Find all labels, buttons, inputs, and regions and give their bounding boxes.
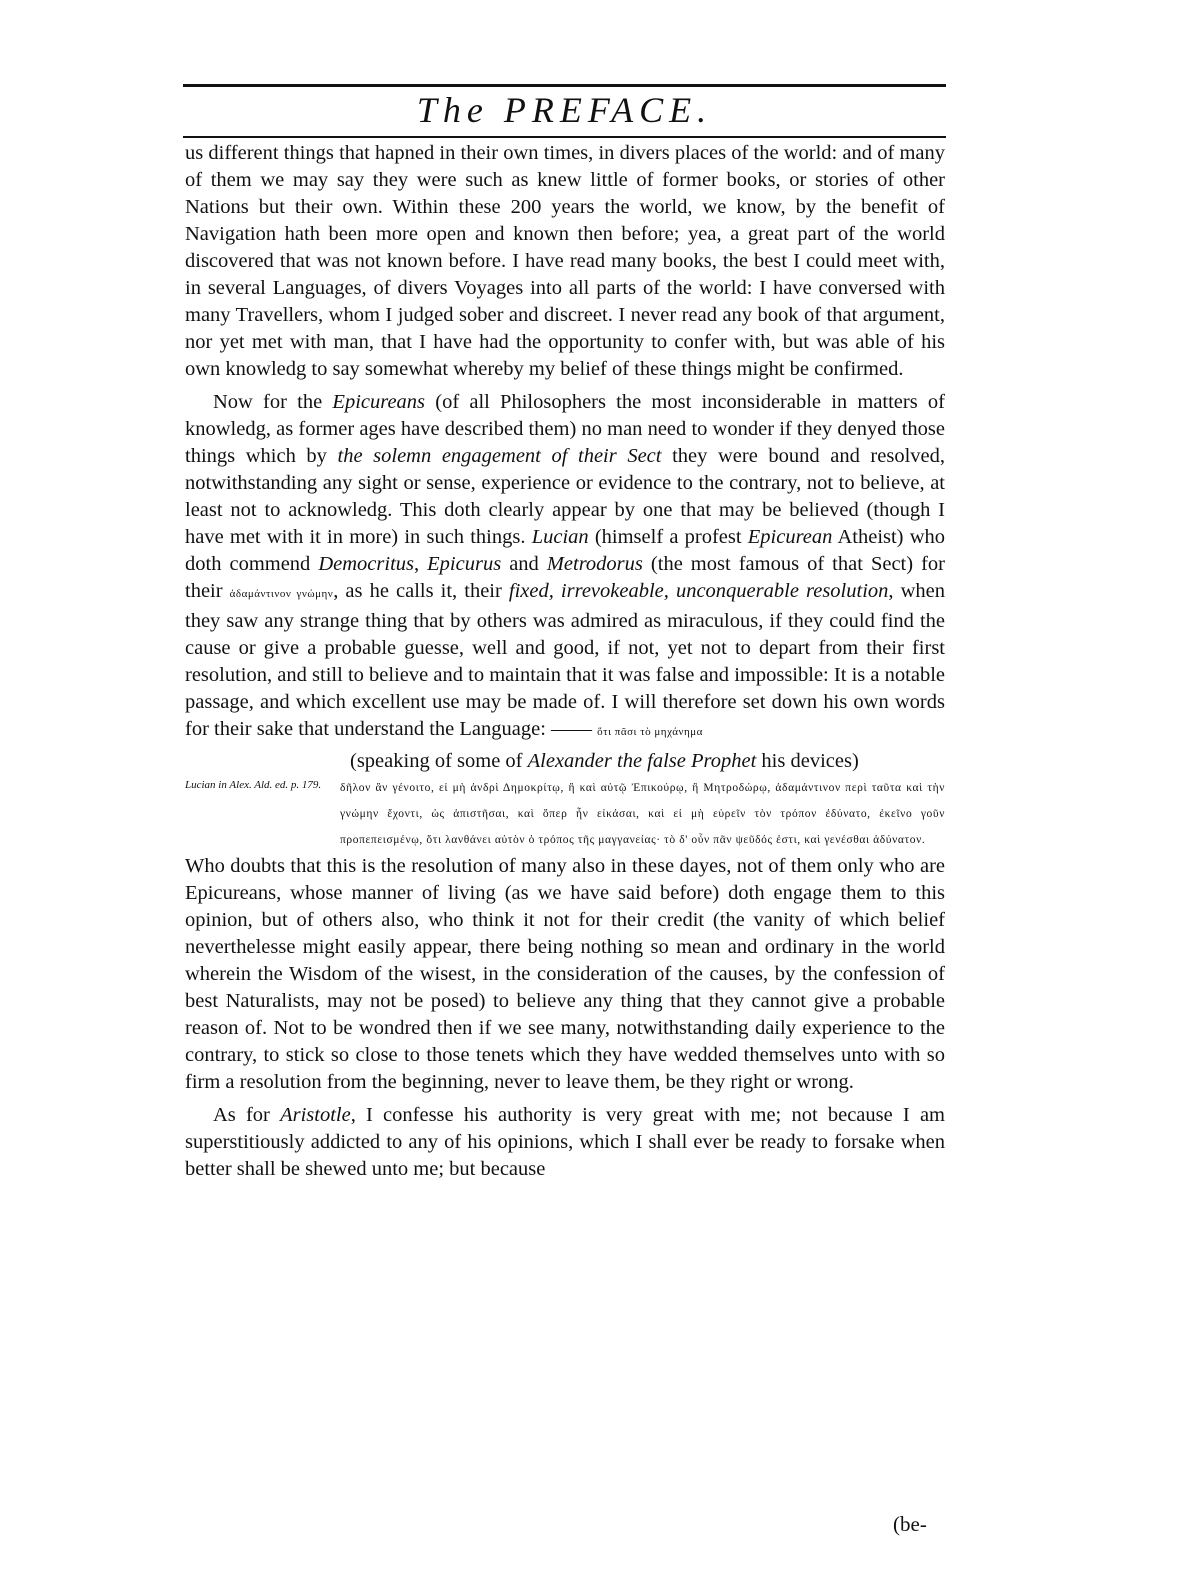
italic-lucian: Lucian [531, 526, 589, 548]
greek-phrase: ἀδαμάντινον γνώμην [229, 588, 334, 600]
paragraph-2 [185, 389, 945, 746]
italic-solemn-engagement: the solemn engagement of their Sect [337, 445, 662, 467]
greek-quotation: δῆλον ἂν γένοιτο, εἰ μὴ ἀνδρὶ Δημοκρίτῳ, ἢ καὶ αὐτῷ Ἐπικούρῳ, ἢ Μητροδώρῳ, ἀδαμάντινον περὶ ταῦτα καὶ τὴν γνώμην ἔχοντι, ὡς ἀπιστῆσαι, καὶ ὅπερ ἦν εἰκάσαι, καὶ εἰ μὴ εὑρεῖν τὸν τρόπον ἐδύνατο, ἐκεῖνο γοῦν προπεπεισμένῳ, ὅτι λανθάνει αὐτὸν ὁ τρόπος τῆς μαγγανείας· τὸ δ' οὖν πᾶν ψεῦδός ἐστι, καὶ γενέσθαι ἀδύνατον. [340, 782, 945, 846]
paragraph-2-text: and [501, 553, 547, 575]
head-rule [183, 136, 946, 138]
paragraph-3 [185, 1102, 945, 1183]
italic-epicurus: Epicurus [427, 553, 502, 575]
paragraph-2-text: , as he calls it, their [333, 580, 509, 602]
catchword: (be- [893, 1512, 927, 1536]
italic-democritus: Democritus [318, 553, 414, 575]
italic-epicurean: Epicurean [747, 526, 833, 548]
paragraph-2-text: (of all Philosophers the most inconsiderable in matters of knowledg, as former ages have described them) no man need to wonder if they denyed those things which by [185, 391, 945, 467]
italic-resolution: fixed, irrevokeable, unconquerable resolution [508, 580, 889, 602]
paragraph-2-text: (the most famous of that Sect) for their [185, 553, 945, 602]
paragraph-3-text: , I confesse his authority is very great with me; not because I am superstitiously addicted to any of his opinions, which I shall ever be ready to forsake when better shall be shewed unto me; but because [185, 1104, 945, 1180]
greek-phrase: ὅτι πᾶσι τὸ μηχάνημα [597, 726, 703, 738]
paragraph-3-text: As for [213, 1104, 281, 1126]
paragraph-2-text: , when they saw any strange thing that by others was admired as miraculous, if they could find the cause or give a probable guesse, well and good, if not, yet not to depart from their first resolution, and still to believe and to maintain that it was false and impossible: It is a notable passage, and which excellent use may be made of. I will therefore set down his own words for their sake that understand the Language: —— [185, 580, 945, 740]
italic-epicureans: Epicureans [332, 391, 426, 413]
quotation-intro-text: (speaking of some of [350, 750, 528, 772]
top-rule [183, 84, 946, 87]
italic-aristotle: Aristotle [280, 1104, 351, 1126]
paragraph-2-text: Atheist) who doth commend [185, 526, 946, 575]
paragraph-1: us different things that hapned in their own times, in divers places of the world: and of many of them we may say they were such as knew little of former books, or stories of other Nations but their own. Within these 200 years the world, we know, by the benefit of Navigation hath been more open and known then before; yea, a great part of the world discovered that was not known before. I have read many books, the best I could meet with, in several Languages, of divers Voyages into all parts of the world: I have conversed with many Travellers, whom I judged sober and discreet. I never read any book of that argument, nor yet met with man, that I have had the opportunity to confer with, but was able of his own knowledg to say somewhat whereby my belief of these things might be confirmed. [185, 142, 945, 380]
paragraph-2-text: (himself a profest [588, 526, 748, 548]
greek-quotation-block [185, 748, 945, 1096]
paragraph-2-continued: Who doubts that this is the resolution of many also in these dayes, not of them only who are Epicureans, whose manner of living (as we have said before) doth engage them to this opinion, but of others also, who think it not for their credit (the vanity of which belief neverthelesse might easily appear, there being nothing so mean and ordinary in the world wherein the Wisdom of the wisest, in the consideration of the causes, by the confession of best Naturalists, may not be posed) to believe any thing that they cannot give a probable reason of. Not to be wondred then if we see many, notwithstanding daily experience to the contrary, to stick so close to those tenets which they have wedded themselves unto with so firm a resolution from the beginning, never to leave them, be they right or wrong. [185, 855, 945, 1093]
running-head: The PREFACE. [416, 90, 713, 130]
quotation-intro-text: his devices) [756, 750, 859, 772]
paragraph-2-text: Now for the [213, 391, 333, 413]
quotation-intro [185, 748, 945, 775]
italic-alexander: Alexander the false Prophet [527, 750, 757, 772]
paragraph-2-text: they were bound and resolved, notwithstanding any sight or sense, experience or evidence to the contrary, not to believe, at least not to acknowledg. This doth clearly appear by one that may be believed (though I have met with it in more) in such things. [185, 445, 946, 548]
paragraph-2-text: , [414, 553, 428, 575]
italic-metrodorus: Metrodorus [546, 553, 643, 575]
body-text [185, 140, 945, 1183]
marginal-citation: Lucian in Alex. Ald. ed. p. 179. [185, 779, 322, 791]
